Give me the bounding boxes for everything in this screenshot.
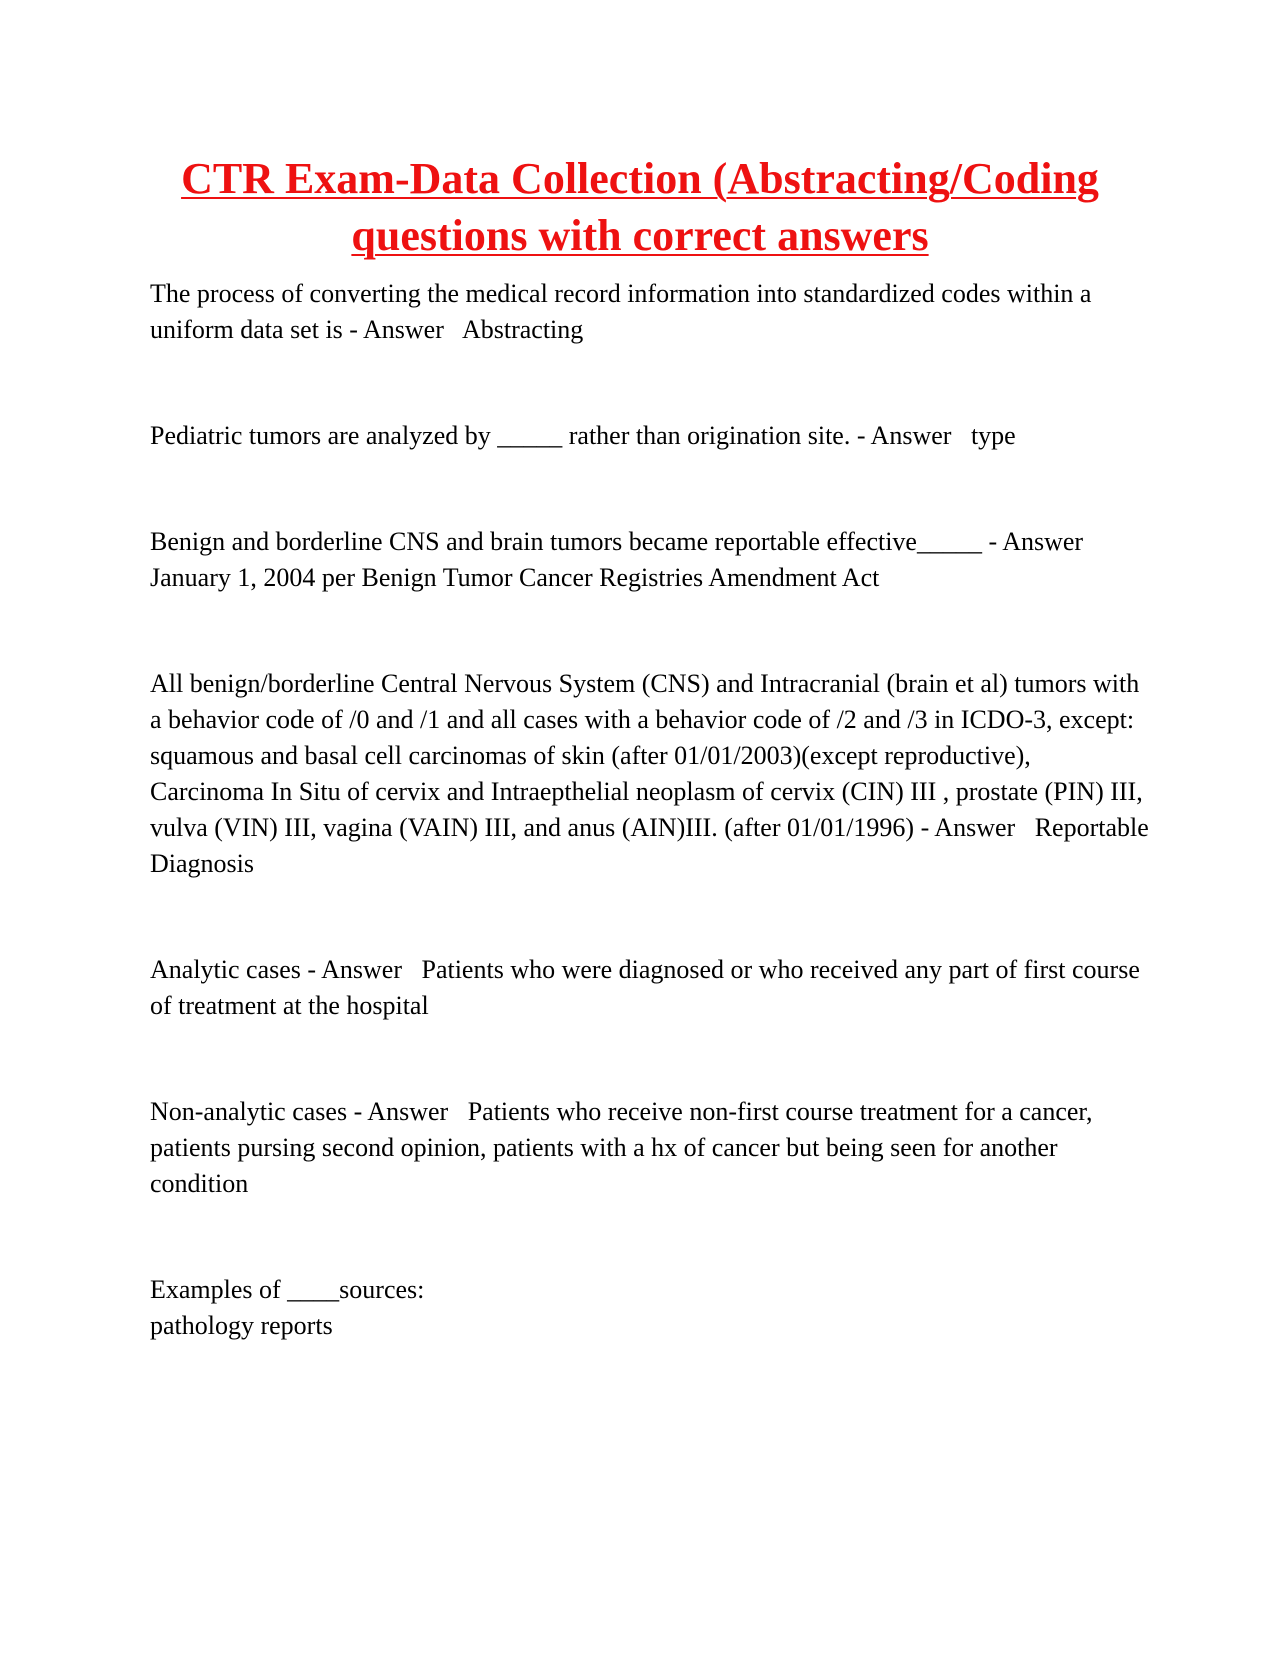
qa-paragraph	[150, 1094, 1150, 1202]
answer-text: Reportable Diagnosis	[150, 813, 1156, 878]
exception-paragraph: squamous and basal cell carcinomas of skin (after 01/01/2003)(except reproductive),	[150, 741, 1031, 770]
qa-paragraph	[150, 276, 1150, 348]
answer-text: Abstracting	[461, 315, 584, 344]
qa-item-1	[150, 276, 1150, 348]
qa-paragraph	[150, 524, 1150, 596]
question-text: Benign and borderline CNS and brain tumors became reportable effective_____ - Answer	[150, 527, 1084, 556]
list-item: pathology reports	[150, 1311, 333, 1340]
answer-text: Patients who were diagnosed or who received any part of first course of treatment at the hospital	[150, 955, 1147, 1020]
question-text: Pediatric tumors are analyzed by _____ rather than origination site. - Answer	[150, 421, 952, 450]
qa-item-2	[150, 418, 1150, 454]
qa-item-3	[150, 524, 1150, 596]
question-text: The process of converting the medical record information into standardized codes within a uniform data set is - Answer	[150, 279, 1098, 344]
intro-paragraph: All benign/borderline Central Nervous System (CNS) and Intracranial (brain et al) tumors with a behavior code of /0 and /1 and all cases with a behavior code of /2 and /3 in ICDO-3, except:	[150, 669, 1140, 734]
question-text: Non-analytic cases - Answer	[150, 1097, 449, 1126]
document-title: CTR Exam-Data Collection (Abstracting/Coding questions with correct answers	[181, 154, 1099, 260]
question-paragraph: Examples of ____sources:	[150, 1275, 425, 1304]
qa-item-5	[150, 952, 1150, 1024]
question-text: Carcinoma In Situ of cervix and Intraepthelial neoplasm of cervix (CIN) III , prostate (PIN) III, vulva (VIN) III, vagina (VAIN) III, and anus (AIN)III. (after 01/01/1996) - Answer	[150, 777, 1150, 842]
qa-item-4	[150, 666, 1156, 882]
question-text: Analytic cases - Answer	[150, 955, 402, 984]
qa-item-6	[150, 1094, 1150, 1202]
qa-paragraph	[150, 774, 1156, 882]
qa-paragraph	[150, 952, 1150, 1024]
document-body	[150, 276, 1156, 1344]
answer-text: Patients who receive non-first course treatment for a cancer, patients pursing second opinion, patients with a hx of cancer but being seen for another condition	[150, 1097, 1100, 1198]
answer-text: type	[970, 421, 1016, 450]
answer-text: January 1, 2004 per Benign Tumor Cancer Registries Amendment Act	[150, 563, 880, 592]
qa-paragraph	[150, 418, 1150, 454]
qa-item-7	[150, 1272, 1150, 1344]
